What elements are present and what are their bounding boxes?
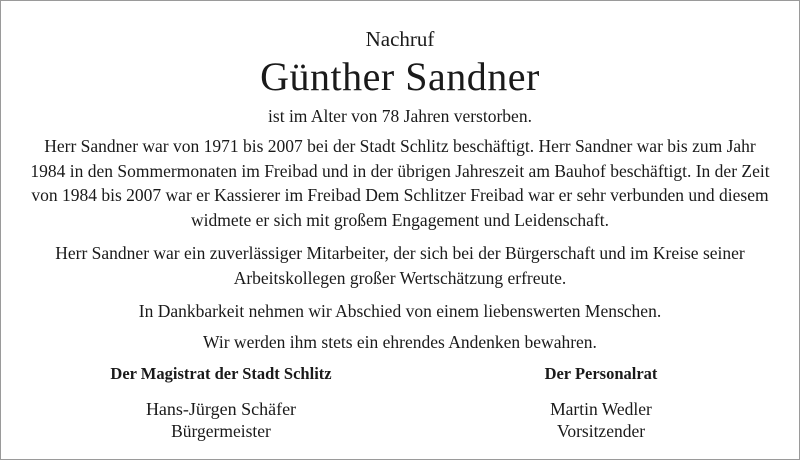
paragraph-farewell: In Dankbarkeit nehmen wir Abschied von einem liebenswerten Menschen. <box>138 301 662 321</box>
notice-kicker: Nachruf <box>365 27 435 51</box>
paragraph-remembrance: Wir werden ihm stets ein ehrendes Andenken bewahren. <box>203 332 597 352</box>
age-line: ist im Alter von 78 Jahren verstorben. <box>268 106 532 126</box>
signature-person: Martin Wedler <box>550 399 652 419</box>
signature-organization: Der Personalrat <box>544 364 658 383</box>
signature-block-magistrate <box>41 363 401 442</box>
signature-role: Bürgermeister <box>171 421 271 441</box>
paragraph-career: Herr Sandner war von 1971 bis 2007 bei der Stadt Schlitz beschäftigt. Herr Sandner war bis zum Jahr 1984 in den Sommermonaten im Freibad und in der übrigen Jahreszeit am Bauhof beschäftigt. In der Zeit von 1984 bis 2007 war er Kassierer im Freibad Dem Schlitzer Freibad war er sehr verbunden und diesem widmete er sich mit großem Engagement und Leidenschaft. <box>30 136 770 230</box>
signature-organization: Der Magistrat der Stadt Schlitz <box>110 364 332 383</box>
signature-role: Vorsitzender <box>556 421 646 441</box>
signature-person: Hans-Jürgen Schäfer <box>145 399 297 419</box>
deceased-name: Günther Sandner <box>260 54 540 99</box>
signature-block-staff-council <box>451 363 751 442</box>
paragraph-appreciation: Herr Sandner war ein zuverlässiger Mitarbeiter, der sich bei der Bürgerschaft und im Kreise seiner Arbeitskollegen großer Wertschätzung erfreute. <box>55 243 745 288</box>
